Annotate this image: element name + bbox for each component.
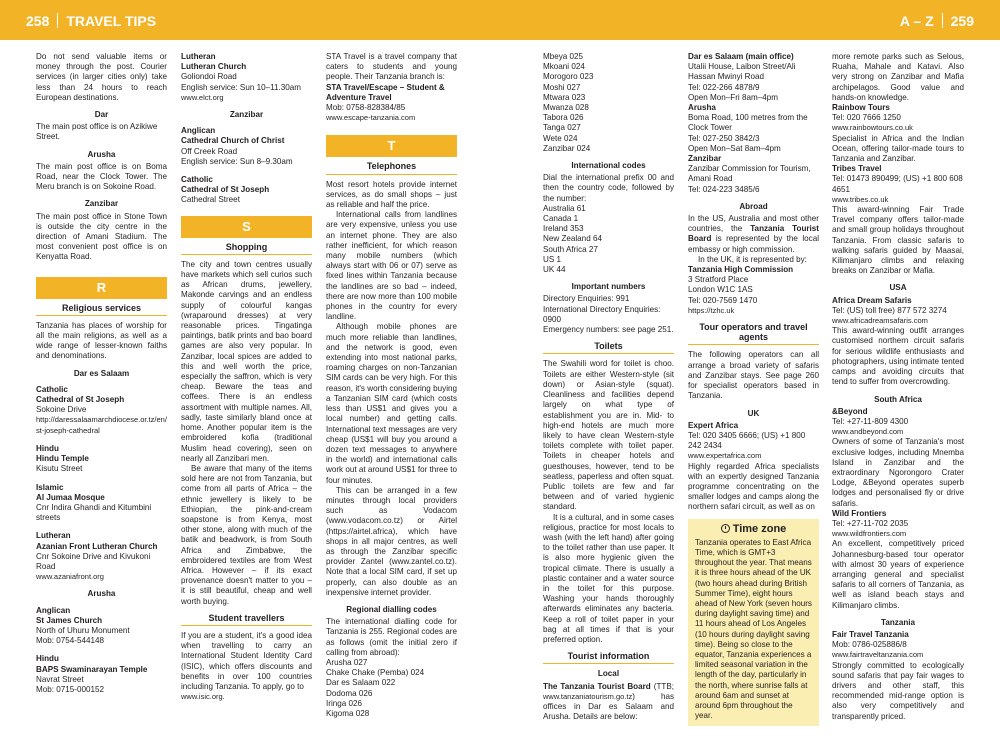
ttb-name: The Tanzania Tourist Board — [543, 681, 651, 691]
lutheran-arusha-label: Lutheran — [181, 52, 216, 61]
right-running-head — [900, 12, 974, 30]
sta-name: STA Travel/Escape – Student & Adventure Travel — [326, 82, 445, 102]
regional-code: Mbeya 025 — [543, 52, 584, 61]
africa-dream-url[interactable]: www.africadreamsafaris.com — [832, 316, 928, 326]
andbeyond-tel: Tel: +27-11-809 4300 — [832, 416, 909, 426]
africa-dream-name: Africa Dream Safaris — [832, 295, 912, 305]
left-running-head — [26, 12, 156, 30]
abroad-ttb: Tanzania Tourist Board — [688, 224, 819, 244]
andbeyond-text: Owners of some of Tanzania's most exclusive lodges, including Mnemba Island in Zanzibar and the extraordinary Ngorongoro Crater Lodge, &Beyond operates superb lodges and personalised fly or drive safaris. — [832, 437, 964, 508]
islamic-label: Islamic — [36, 482, 64, 492]
telephones-text-4: This can be arranged in a few minutes through local providers such as Vodacom (www.vodacom.co.tz) or Airtel (https://airtel.africa), which have shops in all major centres, as well as through the Zanzibar specific provider Zantel (www.zantel.co.tz). Note that a local SIM card, if set up properly, can also double as an inexpensive internet provider. — [326, 485, 457, 597]
sta-url[interactable]: www.escape-tanzania.com — [326, 113, 416, 123]
letter-r-banner: R — [36, 277, 167, 299]
country-code: Ireland 353 — [543, 224, 584, 234]
ttb-dar-name: Dar es Salaam (main office) — [688, 52, 794, 61]
header-divider — [942, 13, 943, 28]
dar-es-salaam-heading: Dar es Salaam — [73, 368, 130, 378]
international-codes-heading: International codes — [571, 161, 646, 171]
right-page-number: 259 — [950, 13, 974, 29]
dar-text: The main post office is on Azikiwe Street. — [36, 122, 158, 142]
telephones-text-1: Most resort hotels provide internet services, as do small shops – just as reliable and half the price. — [326, 179, 457, 210]
zanzibar-heading: Zanzibar — [84, 199, 119, 209]
important-number: International Directory Enquiries: 0900 — [543, 304, 661, 324]
regional-code: Chake Chake (Pemba) 024 — [326, 668, 425, 678]
ttb-tel: (TTB; — [650, 681, 674, 691]
country-code: New Zealand 64 — [543, 234, 602, 244]
religious-services-heading: Religious services — [36, 303, 167, 316]
andbeyond-name: &Beyond — [832, 406, 868, 416]
high-commission-name: Tanzania High Commission — [688, 265, 794, 275]
anglican-zanzibar-label: Anglican — [181, 126, 216, 136]
regional-code: Arusha 027 — [326, 657, 368, 667]
important-number: Directory Enquiries: 991 — [543, 294, 630, 304]
catholic-address: Sokoine Drive — [36, 405, 87, 415]
ttb-zanzibar-name: Zanzibar — [688, 154, 722, 164]
lutheran-arusha-address: Goliondoi Road — [181, 72, 237, 82]
isic-url[interactable]: www.isic.org. — [181, 692, 225, 702]
lutheran-label: Lutheran — [36, 531, 71, 541]
left-page-number: 258 — [26, 13, 50, 29]
africa-dream-tel: Tel: (US) toll free) 877 572 3274 — [832, 305, 947, 315]
dar-heading: Dar — [94, 110, 109, 120]
right-section-title: A – Z — [899, 13, 934, 29]
important-number: Emergency numbers: see page 251. — [543, 325, 674, 335]
catholic-url[interactable]: http://daressalaamarchdiocese.or.tz/en/ — [36, 415, 167, 425]
wild-frontiers-text: An excellent, competitively priced Johannesburg-based tour operator with almost 30 years of experience arranging general and specialist safaris to all corners of Tanzania, as well as island beach stays and Kilimanjaro climbs. — [832, 539, 964, 610]
column-6 — [832, 52, 964, 722]
catholic-zanzibar-name: Cathedral of St Joseph — [181, 185, 270, 195]
hindu-arusha-name: BAPS Swaminarayan Temple — [36, 664, 148, 674]
islamic-address: Cnr Indira Ghandi and Kitumbini streets — [36, 502, 152, 523]
anglican-zanzibar-address: Off Creek Road — [181, 146, 238, 156]
usa-heading: USA — [889, 283, 907, 293]
ttb-url[interactable]: www.tanzaniatourism.go.tz — [543, 691, 633, 701]
zanzibar-worship-heading: Zanzibar — [229, 110, 264, 120]
column-3 — [326, 52, 457, 719]
tanzania-heading: Tanzania — [880, 617, 916, 627]
international-codes-intro: Dial the international prefix 00 and then the country code, followed by the number: — [543, 173, 674, 203]
lutheran-arusha-name: Lutheran Church — [181, 62, 247, 72]
ttb-dar-address: Utalii House, Laibon Street/Ali Hassan Mwinyi Road — [688, 62, 796, 82]
student-travellers-heading: Student travellers — [181, 613, 312, 626]
regional-code: Tabora 026 — [543, 113, 584, 123]
expert-africa-name: Expert Africa — [688, 420, 739, 430]
hindu-arusha-mobile: Mob: 0715-000152 — [36, 684, 104, 694]
country-code: Australia 61 — [543, 203, 586, 213]
expert-africa-text: Highly regarded Africa specialists with an expertly designed Tanzania programme concentrating on the smaller lodges and camps along the northern safari circuit, as well as on — [688, 461, 819, 512]
lutheran-url[interactable]: www.azaniafront.org — [36, 572, 104, 582]
hindu-label: Hindu — [36, 443, 59, 453]
tribes-travel-name: Tribes Travel — [832, 164, 882, 174]
tribes-travel-text: This award-winning Fair Trade Travel company offers tailor-made and small group holidays throughout Tanzania. From classic safaris to walking safaris guided by Maasai, Kilimanjaro climbs and relaxing breaks on Zanzibar or Mafia. — [832, 205, 964, 276]
country-code: South Africa 27 — [543, 244, 598, 254]
abroad-uk-text: In the UK, it is represented by: — [698, 254, 807, 264]
regional-code: Morogoro 023 — [543, 72, 594, 82]
anglican-zanzibar-name: Cathedral Church of Christ — [181, 136, 285, 146]
country-code: Canada 1 — [543, 214, 579, 224]
lutheran-address: Cnr Sokoine Drive and Kivukoni Road — [36, 551, 151, 571]
left-section-title: TRAVEL TIPS — [66, 13, 157, 29]
regional-codes-intro: The international dialling code for Tanzania is 255. Regional codes are as follows (omit the initial zero if calling from abroad): — [326, 617, 457, 657]
country-code: UK 44 — [543, 265, 566, 275]
shopping-text-1: The city and town centres usually have markets which sell curios such as African drums, jewellery, Makonde carvings and an endless supply of colourful kangas (wraparound dresses) at very reasonable prices. Tingatinga paintings, batik prints and bao board games are also very popular. In Zanzibar, local spices are added to this and well worth the price, especially the saffron, which is very cheap. Beware the teas and coffees. There is an endless assortment with multiple names. All, sadly, taste similarly bland once at home. Another popular item is the embroidered kofia (traditional Muslim head covering), seen on nearly all Zanzibari men. — [181, 259, 312, 463]
regional-code: Kigoma 028 — [326, 708, 370, 718]
ttb-dar-tel: Tel: 022-266 4878/9 — [688, 82, 760, 92]
time-zone-title — [695, 524, 812, 534]
lutheran-arusha-url[interactable]: www.elct.org — [181, 92, 224, 102]
column-4 — [543, 52, 674, 722]
high-commission-address-2: London W1C 1AS — [688, 285, 753, 295]
student-text: If you are a student, it's a good idea when travelling to carry an International Student Identity Card (ISIC), which offers discounts and benefits in over 100 countries including Tanzania. To apply, go to — [181, 630, 312, 691]
hindu-name: Hindu Temple — [36, 454, 89, 464]
letter-t-banner: T — [326, 135, 457, 157]
regional-code: Dar es Salaam 022 — [326, 678, 396, 688]
ttb-arusha-tel: Tel: 027-250 3842/3 — [688, 133, 760, 143]
ttb-dar-open: Open Mon–Fri 8am–4pm — [688, 92, 778, 102]
catholic-name: Cathedral of St Joseph — [36, 395, 125, 405]
zanzibar-text: The main post office in Stone Town is outside the city centre in the direction of Amani Stadium. The most convenient post office is on Kenyatta Road. — [36, 211, 167, 262]
uk-heading: UK — [747, 408, 760, 418]
header-divider — [57, 13, 58, 28]
wild-frontiers-url[interactable]: www.wildfrontiers.com — [832, 529, 907, 539]
time-zone-heading: Time zone — [732, 522, 787, 535]
telephones-heading: Telephones — [326, 161, 457, 174]
regional-code: Iringa 026 — [326, 698, 362, 708]
ttb-arusha-name: Arusha — [688, 103, 716, 113]
ttb-zanzibar-tel: Tel: 024-223 3485/6 — [688, 184, 760, 194]
letter-s-banner: S — [181, 216, 312, 238]
regional-code: Moshi 027 — [543, 82, 581, 92]
fair-travel-mobile: Mob: 0786-025886/8 — [832, 640, 907, 650]
africa-dream-text: This award-winning outfit arranges customised northern circuit safaris for serious wildlife enthusiasts and photographers, using intimate tented camps and avoiding circuits that tend to suffer from overcrowding. — [832, 326, 964, 387]
tribes-travel-tel: Tel: 01473 890499; (US) +1 800 608 4651 — [832, 174, 963, 194]
regional-code: Mwanza 028 — [543, 103, 589, 113]
column-2 — [181, 52, 312, 702]
hindu-arusha-address: Navrat Street — [36, 674, 84, 684]
arusha-heading: Arusha — [87, 149, 116, 159]
toilets-heading: Toilets — [543, 341, 674, 354]
toilets-text-2: It is a cultural, and in some cases religious, practice for most locals to wash (with the left hand) after going to the toilet rather than use paper. It is also more hygienic given the tropical climate. There is usually a plastic container and a water source in the toilet for this purpose. Washing your hands thoroughly afterwards eliminates any bacteria. Keep a roll of toilet paper in your bag at all times if that is your preferred option. — [543, 512, 674, 644]
arusha-worship-heading: Arusha — [87, 589, 116, 599]
shopping-heading: Shopping — [181, 242, 312, 255]
islamic-name: Al Jumaa Mosque — [36, 492, 105, 502]
expert-africa-url[interactable]: www.expertafrica.com — [688, 451, 762, 461]
high-commission-tel: Tel: 020-7569 1470 — [688, 295, 758, 305]
ttb-arusha-open: Open Mon–Sat 8am–4pm — [688, 143, 781, 153]
abroad-heading: Abroad — [739, 201, 768, 211]
catholic-zanzibar-address: Cathedral Street — [181, 195, 240, 205]
anglican-label: Anglican — [36, 605, 71, 615]
clock-icon — [721, 524, 730, 533]
rainbow-tours-tel: Tel: 020 7666 1250 — [832, 113, 901, 123]
tourist-information-heading: Tourist information — [543, 651, 674, 664]
telephones-text-2: International calls from landlines are very expensive, unless you use an internet phone. They are also rather inefficient, for which reason many mobile numbers (which always start with 06 or 07) serve as fixed lines within Tanzania because the landlines are so bad – indeed, there are now more than 100 mobile phones in the country for every landline. — [326, 210, 457, 322]
abroad-text — [688, 214, 819, 255]
andbeyond-url[interactable]: www.andbeyond.com — [832, 427, 904, 437]
country-code: US 1 — [543, 254, 561, 264]
abroad-text-start: In the US, Australia and most other countries, the — [688, 214, 819, 234]
local-heading: Local — [597, 669, 620, 679]
tour-operators-heading: Tour operators and travel agents — [688, 322, 819, 345]
regional-code: Mkoani 024 — [543, 62, 585, 72]
regional-code: Wete 024 — [543, 133, 578, 143]
high-commission-url[interactable]: https://tzhc.uk — [688, 305, 735, 315]
toilets-text-1: The Swahili word for toilet is choo. Toilets are either Western-style (sit down) or Asian-style (squat). Cleanliness and facilities depend largely on what type of establishment you are in. Mid- to high-end hotels are much more likely to have clean Western-style toilets complete with toilet paper. Toilets in cheaper hotels and guesthouses, however, tend to be seatless, paperless and often squat. Public toilets are few and far between and of varied hygienic standard. — [543, 359, 674, 512]
rainbow-tours-text: Specialist in Africa and the Indian Ocean, offering tailor-made tours to Tanzania and Zanzibar. — [832, 133, 964, 164]
time-zone-box — [688, 519, 819, 727]
column-1 — [36, 52, 167, 695]
anglican-mobile: Mob: 0754-544148 — [36, 636, 104, 646]
anglican-address: North of Uhuru Monument — [36, 625, 130, 635]
ttb-arusha-address: Boma Road, 100 metres from the Clock Tower — [688, 113, 808, 133]
religious-intro: Tanzania has places of worship for all the main religions, as well as a wide range of lesser-known faiths and denominations. — [36, 320, 167, 361]
high-commission-address-1: 3 Stratford Place — [688, 275, 749, 285]
wild-frontiers-name: Wild Frontiers — [832, 508, 887, 518]
hindu-arusha-label: Hindu — [36, 654, 59, 664]
regional-code: Mtwara 023 — [543, 92, 586, 102]
fair-travel-text: Strongly committed to ecologically sound safaris that pay fair wages to drivers and other staff, this recommended mid-range option is also very competitively and transparently priced. — [832, 660, 964, 721]
post-intro: Do not send valuable items or money through the post. Courier services (in larger cities only) take less than 24 hours to reach European destinations. — [36, 52, 167, 102]
fair-travel-name: Fair Travel Tanzania — [832, 629, 909, 639]
ttb-zanzibar-address: Zanzibar Commission for Tourism, Amani Road — [688, 164, 811, 184]
tour-operators-intro: The following operators can all arrange a broad variety of safaris and Zanzibar stays. See page 260 for specialist operators based in Tanzania. — [688, 350, 819, 401]
anglican-name: St James Church — [36, 615, 103, 625]
lutheran-arusha-service: English service: Sun 10–11.30am — [181, 82, 301, 92]
rainbow-tours-url[interactable]: www.rainbowtours.co.uk — [832, 123, 913, 133]
expert-africa-text-cont: more remote parks such as Selous, Ruaha, Mahale and Katavi. Also very strong on Zanzibar and Mafia archipelagos. Good value and hands-on knowledge. — [832, 52, 964, 102]
page-header — [0, 0, 1000, 40]
telephones-text-3: Although mobile phones are much more reliable than landlines, and the network is good, even extending into most national parks, roaming charges on non-Tanzanian SIM cards can be very high. For this reason, it's worth considering buying a Tanzanian SIM card (which costs less than US$1 and gives you a local number) and getting calls. International text messages are very cheap (US$1 will buy you around a dozen text messages to anywhere in the world) and international calls work out at around US$1 for three to four minutes. — [326, 322, 457, 485]
shopping-text-2: Be aware that many of the items sold here are not from Tanzania, but come from all parts of Africa – the ethnic jewellery is likely to be Ethiopian, the pink-and-cream soapstone is from Kenya, most other stone, along with much of the batik and beadwork, is from South Africa and Zimbabwe, the embroidered textiles are from West Africa. However – if its exact provenance doesn't matter to you – it is still beautiful, cheap and well worth buying. — [181, 463, 312, 606]
sta-text: STA Travel is a travel company that caters to students and young people. Their Tanzania branch is: — [326, 52, 457, 82]
south-africa-heading: South Africa — [874, 394, 922, 404]
tribes-travel-url[interactable]: www.tribes.co.uk — [832, 194, 889, 204]
regional-code: Zanzibar 024 — [543, 143, 591, 153]
abroad-text-end: is represented by the local embassy or high commission. — [688, 234, 819, 254]
fair-travel-url[interactable]: www.fairtraveltanzania.com — [832, 650, 924, 660]
lutheran-name: Azanian Front Lutheran Church — [36, 541, 158, 551]
sta-mobile: Mob: 0758-828384/85 — [326, 103, 406, 113]
regional-codes-heading: Regional dialling codes — [346, 604, 437, 614]
hindu-address: Kisutu Street — [36, 464, 83, 474]
ttb-text — [543, 682, 674, 723]
catholic-label: Catholic — [36, 384, 68, 394]
catholic-url-cont[interactable]: st-joseph-cathedral — [36, 425, 100, 435]
anglican-zanzibar-service: English service: Sun 8–9.30am — [181, 156, 293, 166]
column-5 — [688, 52, 819, 726]
catholic-zanzibar-label: Catholic — [181, 175, 213, 185]
regional-code: Dodoma 026 — [326, 688, 373, 698]
important-numbers-heading: Important numbers — [571, 282, 646, 292]
arusha-text: The main post office is on Boma Road, near the Clock Tower. The Meru branch is on Sokoine Road. — [36, 161, 167, 192]
expert-africa-tel: Tel: 020 3405 6666; (US) +1 800 242 2434 — [688, 430, 806, 451]
wild-frontiers-tel: Tel: +27-11-702 2035 — [832, 518, 909, 528]
regional-code: Tanga 027 — [543, 123, 581, 133]
time-zone-text: Tanzania operates to East Africa Time, which is GMT+3 throughout the year. That means it is three hours ahead of the UK (two hours ahead during British Summer Time), eight hours ahead of New York (seven hours during daylight saving time) and 11 hours ahead of Los Angeles (10 hours during daylight saving time). Being so close to the equator, Tanzania experiences a limited seasonal variation in the length of the day, particularly in the north, where sunrise falls at around 6am and sunset at around 6pm throughout the year. — [695, 537, 812, 721]
rainbow-tours-name: Rainbow Tours — [832, 103, 890, 113]
ttb-rest: ) has offices in Dar es Salaam and Arusha. Details are below: — [543, 691, 674, 722]
